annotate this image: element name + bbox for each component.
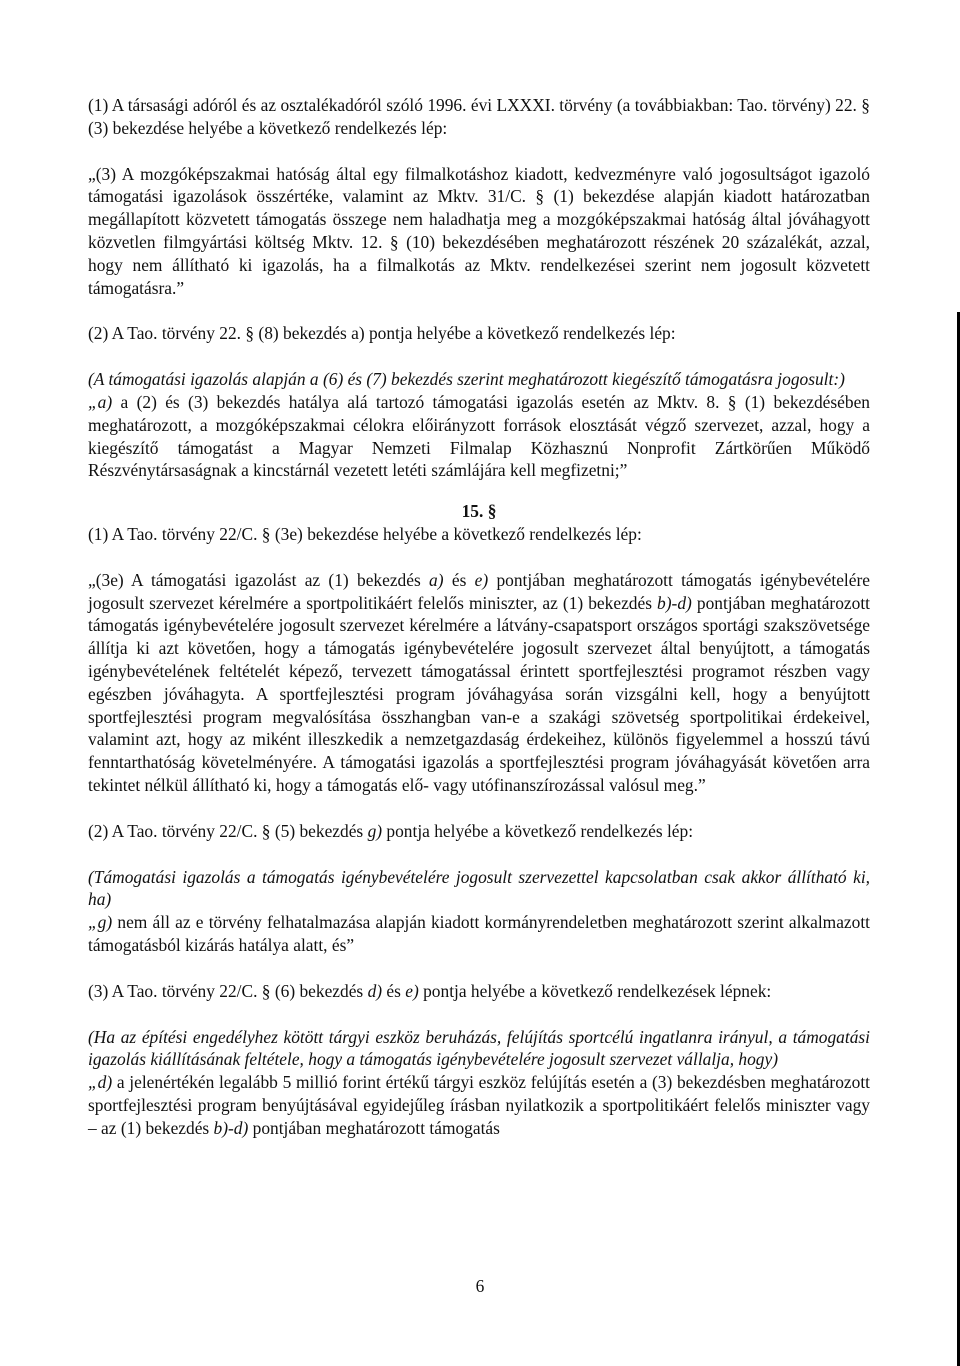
point-label-d: „d) (88, 1072, 113, 1093)
text-span: „(3e) A támogatási igazolást az (1) bekezdés (88, 569, 430, 590)
italic-span: b)-d) (657, 592, 692, 613)
italic-context: (Ha az építési engedélyhez kötött tárgyi eszköz beruházás, felújítás sportcélú ingatlanra irányul, a támogatási igazolás kiállításának feltétele, hogy a támogatás igénybevételére jogosult szervezet vállalja, hogy) (88, 1026, 870, 1070)
document-body (88, 94, 870, 1139)
paragraph-6: (1) A Tao. törvény 22/C. § (3e) bekezdése helyébe a következő rendelkezés lép: (88, 523, 642, 544)
italic-span: d) (367, 980, 383, 1001)
italic-context: (A támogatási igazolás alapján a (6) és (7) bekezdés szerint meghatározott kiegészítő támogatásra jogosult:) (88, 369, 845, 390)
text-span: pontja helyébe a következő rendelkezések lépnek: (418, 980, 772, 1001)
text-span: (2) A Tao. törvény 22/C. § (5) bekezdés (88, 820, 368, 841)
point-label-a: „a) (88, 391, 113, 412)
text-span: a jelenértékén legalább 5 millió forint értékű tárgyi eszköz felújítás esetén a (3) bekezdésben meghatározott sportfejlesztési program benyújtásával egyidejűleg írásban nyilatkozik a sportpolitikáért felelős miniszter vagy – az (1) bekezdés (88, 1072, 870, 1138)
italic-span: e) (405, 980, 419, 1001)
paragraph-1: (1) A társasági adóról és az osztalékadóról szóló 1996. évi LXXXI. törvény (a továbbiakban: Tao. törvény) 22. § (3) bekezdése helyébe a következő rendelkezés lép: (88, 95, 870, 138)
paragraph-12-italic (88, 1026, 870, 1072)
text-span: (3) A Tao. törvény 22/C. § (6) bekezdés (88, 980, 368, 1001)
paragraph-13 (88, 1071, 870, 1139)
paragraph-7-quote (88, 569, 870, 797)
paragraph-11 (88, 980, 870, 1003)
text-span: pontjában meghatározott támogatás igénybevételére jogosult szervezet kérelmére a látvány-csapatsport országos sportági szakszövetsége állítja ki azt követően, hogy a támogatás igénybevételére jogosult szervezet által benyújtott, a támogatás igénybevételének feltételét képező, tervezett támogatással érintett sportfejlesztési programot részben vagy egészben jóváhagyta. A sportfejlesztési program jóváhagyása során vizsgálni kell, hogy a benyújtott sportfejlesztési program megvalósítása összhangban van-e a szakági szövetség sportpolitikai érdekeivel, valamint azt, hogy az miként illeszkedik a nemzetgazdaság érdekeihez, különös figyelemmel a hosszú távú fenntarthatóság követelményére. A támogatási igazolás a sportfejlesztési program jóváhagyását követően arra tekintet nélkül állítható ki, hogy a támogatás elő- vagy utófinanszírozással valósul meg.” (88, 592, 870, 795)
paragraph-2-quote: „(3) A mozgóképszakmai hatóság által egy filmalkotáshoz kiadott, kedvezményre való jogosultságot igazoló támogatási igazolások összértéke, valamint az Mktv. 31/C. § (1) bekezdése alapján kiadott határozatban megállapított közvetett támogatás összege nem haladhatja meg a mozgóképszakmai hatóság által jóváhagyott közvetlen filmgyártási költség Mktv. 12. § (10) bekezdésében meghatározott részének 20 százalékát, azzal, hogy nem állítható ki igazolás, ha a filmalkotás az Mktv. rendelkezései szerint nem jogosult közvetett támogatásra.” (88, 163, 870, 298)
paragraph-5 (88, 391, 870, 482)
paragraph-8 (88, 820, 870, 843)
paragraph-4-italic (88, 368, 870, 391)
section-heading: 15. § (461, 501, 497, 522)
point-label-g: „g) (88, 912, 113, 933)
italic-span: g) (367, 820, 383, 841)
text-span: és (443, 569, 475, 590)
paragraph-9-italic (88, 866, 870, 912)
italic-span: a) (429, 569, 444, 590)
paragraph-5-text: a (2) és (3) bekezdés hatálya alá tartozó támogatási igazolás esetén az Mktv. 8. § (1) bekezdésében meghatározott, a mozgóképszakmai célokra előirányzott források elosztását végző szervezet, azzal, hogy a kiegészítő támogatást a Magyar Nemzeti Filmalap Közhasznú Nonprofit Zártkörűen Működő Részvénytársaságnak a kincstárnál vezetett letéti számlájára kell megfizetni;” (88, 391, 870, 481)
text-span: pontjában meghatározott támogatás (248, 1117, 500, 1138)
paragraph-3: (2) A Tao. törvény 22. § (8) bekezdés a) pontja helyébe a következő rendelkezés lép: (88, 323, 676, 344)
text-span: és (382, 980, 406, 1001)
page-number: 6 (475, 1276, 485, 1296)
italic-span: e) (474, 569, 489, 590)
paragraph-10 (88, 911, 870, 957)
text-span: pontja helyébe a következő rendelkezés lép: (382, 820, 694, 841)
text-span: nem áll az e törvény felhatalmazása alapján kiadott kormányrendeletben meghatározott szerint alkalmazott támogatásból kizárás hatálya alatt, és” (88, 912, 870, 955)
italic-span: b)-d) (213, 1117, 249, 1138)
italic-context: (Támogatási igazolás a támogatás igénybevételére jogosult szervezettel kapcsolatban csak akkor állítható ki, ha) (88, 866, 870, 910)
text-span: pontjában meghatározott támogatás igénybevételére jogosult szervezet kérelmére a sportpolitikáért felelős miniszter, az (1) bekezdés (88, 569, 870, 613)
